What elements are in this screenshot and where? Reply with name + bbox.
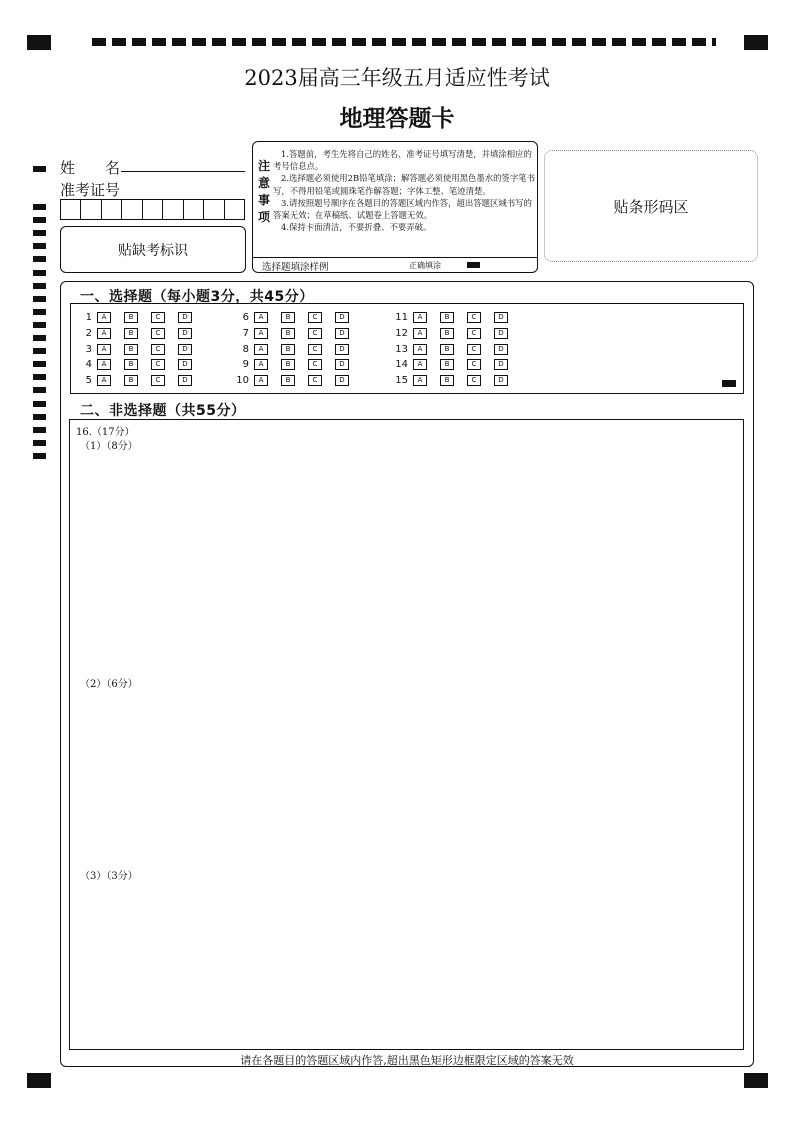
section1-title: 一、选择题（每小题3分，共45分） [80, 289, 314, 305]
q16-answer-area[interactable] [69, 419, 744, 1050]
question-row [391, 359, 521, 370]
question-row [391, 312, 521, 323]
option-bubble-d[interactable]: D [178, 312, 192, 323]
fill-example: 选择题填涂样例 正确填涂 [253, 257, 537, 272]
side-mark [33, 217, 46, 223]
option-bubble-b[interactable]: B [124, 375, 138, 386]
option-bubble-d[interactable]: D [494, 359, 508, 370]
option-bubble-d[interactable]: D [494, 375, 508, 386]
option-bubble-b[interactable]: B [124, 328, 138, 339]
question-number: 1 [85, 312, 92, 323]
option-bubble-c[interactable]: C [308, 359, 322, 370]
question-row [391, 375, 521, 386]
side-mark [33, 427, 46, 433]
question-number: 4 [85, 359, 92, 370]
question-row [391, 344, 521, 355]
option-bubble-a[interactable]: A [413, 375, 427, 386]
option-bubble-b[interactable]: B [440, 375, 454, 386]
q16-label: 16.（17分） [76, 427, 135, 438]
option-bubble-a[interactable]: A [254, 312, 268, 323]
question-row [232, 359, 362, 370]
option-bubble-d[interactable]: D [335, 328, 349, 339]
question-number: 12 [395, 328, 408, 339]
option-bubble-b[interactable]: B [440, 328, 454, 339]
notice-heading: 注 意 事 项 [257, 159, 270, 224]
side-mark [33, 283, 46, 289]
option-bubble-b[interactable]: B [124, 359, 138, 370]
correct-fill-swatch [467, 262, 480, 268]
option-bubble-c[interactable]: C [467, 359, 481, 370]
q16-part3-label: （3）（3分） [80, 871, 138, 882]
subject-title: 地理答题卡 [339, 106, 455, 132]
option-bubble-a[interactable]: A [254, 344, 268, 355]
corner-mark [27, 35, 51, 50]
option-bubble-c[interactable]: C [467, 328, 481, 339]
notice-text: 1.答题前，考生先将自己的姓名、准考证号填写清楚，并填涂相应的考号信息点。 2.选择题必须使用2B铅笔填涂；解答题必须使用黑色墨水的签字笔书写，不得用铅笔或圆珠笔作解答题；字体工整、笔迹清楚。 3.请按照题号顺序在各题目的答题区域内作答，超出答题区域书写的答案无效；在草稿纸、试题卷上答题无效。 4.保持卡面清洁，不要折叠、不要弄破。 [273, 149, 535, 233]
option-bubble-a[interactable]: A [254, 375, 268, 386]
option-bubble-b[interactable]: B [281, 344, 295, 355]
question-row [232, 375, 362, 386]
notice-box [252, 141, 538, 273]
question-number: 5 [85, 375, 92, 386]
option-bubble-b[interactable]: B [281, 375, 295, 386]
option-bubble-c[interactable]: C [151, 328, 165, 339]
section2-title: 二、非选择题（共55分） [80, 403, 246, 419]
option-bubble-a[interactable]: A [413, 344, 427, 355]
question-number: 8 [242, 344, 249, 355]
option-bubble-a[interactable]: A [413, 328, 427, 339]
option-bubble-d[interactable]: D [335, 359, 349, 370]
option-bubble-c[interactable]: C [308, 344, 322, 355]
option-bubble-b[interactable]: B [440, 312, 454, 323]
side-mark [33, 230, 46, 236]
side-mark [33, 401, 46, 407]
name-field[interactable] [121, 171, 245, 172]
question-number: 10 [236, 375, 249, 386]
question-row [232, 312, 362, 323]
side-mark [33, 348, 46, 354]
question-row [75, 375, 205, 386]
question-row [75, 312, 205, 323]
question-number: 15 [395, 375, 408, 386]
question-row [75, 359, 205, 370]
id-label: 准考证号 [60, 181, 121, 199]
option-bubble-d[interactable]: D [335, 344, 349, 355]
option-bubble-b[interactable]: B [124, 344, 138, 355]
side-mark [33, 361, 46, 367]
option-bubble-a[interactable]: A [97, 359, 111, 370]
side-mark [33, 309, 46, 315]
option-bubble-b[interactable]: B [281, 312, 295, 323]
option-bubble-b[interactable]: B [440, 344, 454, 355]
option-bubble-a[interactable]: A [97, 375, 111, 386]
option-bubble-d[interactable]: D [178, 359, 192, 370]
corner-mark [744, 1073, 768, 1088]
q16-part2-label: （2）（6分） [80, 679, 138, 690]
corner-mark [744, 35, 768, 50]
option-bubble-a[interactable]: A [413, 312, 427, 323]
option-bubble-d[interactable]: D [178, 344, 192, 355]
question-row [391, 328, 521, 339]
top-timing-bar [92, 38, 716, 46]
option-bubble-b[interactable]: B [281, 328, 295, 339]
question-number: 13 [395, 344, 408, 355]
exam-title: 2023届高三年级五月适应性考试 [244, 66, 550, 90]
question-row [232, 344, 362, 355]
option-bubble-a[interactable]: A [97, 344, 111, 355]
option-bubble-c[interactable]: C [308, 312, 322, 323]
question-number: 2 [85, 328, 92, 339]
side-mark [33, 256, 46, 262]
footer-warning: 请在各题目的答题区域内作答,超出黑色矩形边框限定区域的答案无效 [240, 1054, 574, 1067]
side-mark [33, 414, 46, 420]
option-bubble-c[interactable]: C [151, 312, 165, 323]
option-bubble-b[interactable]: B [440, 359, 454, 370]
side-mark [33, 166, 46, 172]
option-bubble-a[interactable]: A [97, 312, 111, 323]
option-bubble-b[interactable]: B [124, 312, 138, 323]
side-mark [33, 204, 46, 210]
option-bubble-a[interactable]: A [254, 328, 268, 339]
question-number: 9 [242, 359, 249, 370]
option-bubble-c[interactable]: C [151, 344, 165, 355]
side-mark [33, 440, 46, 446]
option-bubble-d[interactable]: D [494, 328, 508, 339]
barcode-area: 贴条形码区 [544, 150, 758, 262]
option-bubble-c[interactable]: C [308, 328, 322, 339]
option-bubble-a[interactable]: A [97, 328, 111, 339]
option-bubble-d[interactable]: D [335, 375, 349, 386]
option-bubble-a[interactable]: A [254, 359, 268, 370]
q16-part1-label: （1）（8分） [80, 441, 138, 452]
missing-exam-sticker-area: 贴缺考标识 [60, 226, 246, 273]
question-row [75, 344, 205, 355]
option-bubble-c[interactable]: C [308, 375, 322, 386]
question-number: 6 [242, 312, 249, 323]
option-bubble-d[interactable]: D [178, 375, 192, 386]
side-mark [33, 243, 46, 249]
question-number: 7 [242, 328, 249, 339]
option-bubble-d[interactable]: D [335, 312, 349, 323]
option-bubble-c[interactable]: C [467, 312, 481, 323]
side-mark [33, 453, 46, 459]
side-mark [33, 387, 46, 393]
option-bubble-d[interactable]: D [494, 312, 508, 323]
name-label: 姓 名 [60, 159, 121, 177]
option-bubble-c[interactable]: C [467, 375, 481, 386]
option-bubble-d[interactable]: D [178, 328, 192, 339]
question-number: 14 [395, 359, 408, 370]
question-row [75, 328, 205, 339]
side-mark [33, 270, 46, 276]
side-mark [33, 296, 46, 302]
question-number: 11 [395, 312, 408, 323]
question-row [232, 328, 362, 339]
option-bubble-d[interactable]: D [494, 344, 508, 355]
side-mark [33, 335, 46, 341]
timing-mark [722, 380, 736, 387]
option-bubble-c[interactable]: C [467, 344, 481, 355]
side-mark [33, 374, 46, 380]
corner-mark [27, 1073, 51, 1088]
id-number-grid[interactable] [60, 199, 245, 220]
option-bubble-a[interactable]: A [413, 359, 427, 370]
question-number: 3 [85, 344, 92, 355]
side-mark [33, 322, 46, 328]
option-bubble-c[interactable]: C [151, 359, 165, 370]
option-bubble-b[interactable]: B [281, 359, 295, 370]
option-bubble-c[interactable]: C [151, 375, 165, 386]
